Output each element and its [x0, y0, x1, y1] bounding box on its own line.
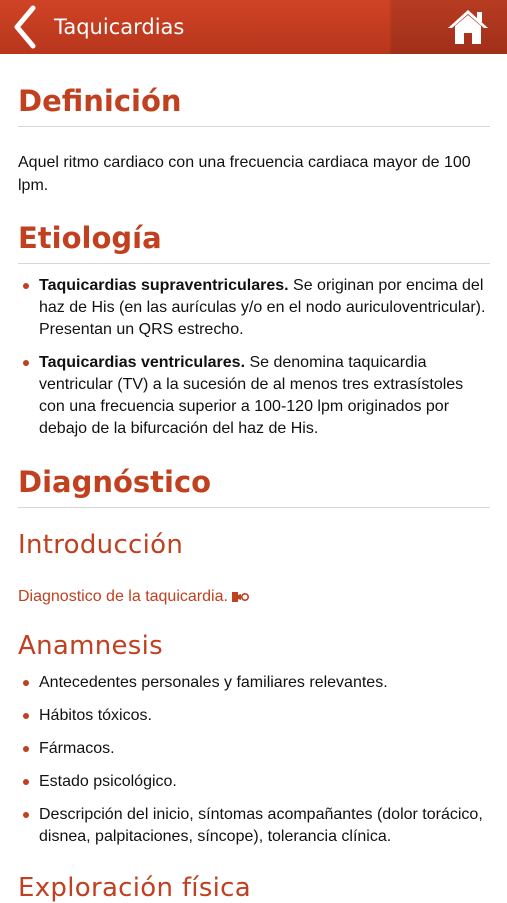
bullet-icon	[23, 746, 29, 752]
list-item	[18, 804, 490, 848]
bullet-icon	[23, 713, 29, 719]
back-button[interactable]	[0, 0, 50, 54]
subsection-title-exploracion: Exploración física	[18, 873, 252, 903]
section-title-diagnostico: Diagnóstico	[18, 440, 490, 508]
home-icon	[447, 8, 489, 46]
video-link-row	[18, 588, 490, 606]
home-button[interactable]	[389, 0, 507, 54]
list-item-text: Antecedentes personales y familiares relevantes.	[39, 674, 388, 691]
page-title: Taquicardias	[54, 15, 185, 39]
list-item	[18, 672, 490, 694]
bullet-icon	[23, 680, 29, 686]
bullet-icon	[23, 360, 29, 366]
bullet-icon	[23, 283, 29, 289]
top-navigation-bar	[0, 0, 507, 54]
content-area	[0, 54, 507, 903]
list-item-bold: Taquicardias supraventriculares.	[39, 277, 289, 294]
subsection-title-anamnesis: Anamnesis	[18, 631, 164, 661]
list-item-text: Estado psicológico.	[39, 773, 177, 790]
list-item	[18, 738, 490, 760]
chevron-left-icon	[12, 5, 38, 49]
bullet-icon	[23, 779, 29, 785]
list-item-text: Descripción del inicio, síntomas acompañantes (dolor torácico, disnea, palpitaciones, síncope), tolerancia clínica.	[39, 806, 483, 845]
subsection-title-introduccion: Introducción	[18, 530, 184, 560]
list-item-text: Se originan por encima del haz de His (en las aurículas y/o en el nodo auriculoventricular). Presentan un QRS estrecho.	[39, 277, 486, 338]
section-title-etiologia: Etiología	[18, 197, 490, 264]
diagnostico-video-link[interactable]: Diagnostico de la taquicardia.	[18, 588, 228, 605]
list-item	[18, 771, 490, 793]
list-item-text: Se denomina taquicardia ventricular (TV) a la sucesión de al menos tres extrasístoles con una frecuencia superior a 100-120 lpm originados por debajo de la bifurcación del haz de His.	[39, 354, 464, 437]
list-item	[18, 275, 490, 341]
section-title-definicion: Definición	[18, 54, 490, 127]
list-item	[18, 705, 490, 727]
definition-text: Aquel ritmo cardiaco con una frecuencia cardiaca mayor de 100 lpm.	[18, 154, 471, 194]
list-item-text: Fármacos.	[39, 740, 115, 757]
list-item-bold: Taquicardias ventriculares.	[39, 354, 246, 371]
anamnesis-list	[18, 672, 490, 848]
bullet-icon	[23, 812, 29, 818]
etiologia-list	[18, 275, 490, 440]
list-item	[18, 352, 490, 440]
video-camera-icon[interactable]	[232, 591, 250, 603]
list-item-text: Hábitos tóxicos.	[39, 707, 152, 724]
